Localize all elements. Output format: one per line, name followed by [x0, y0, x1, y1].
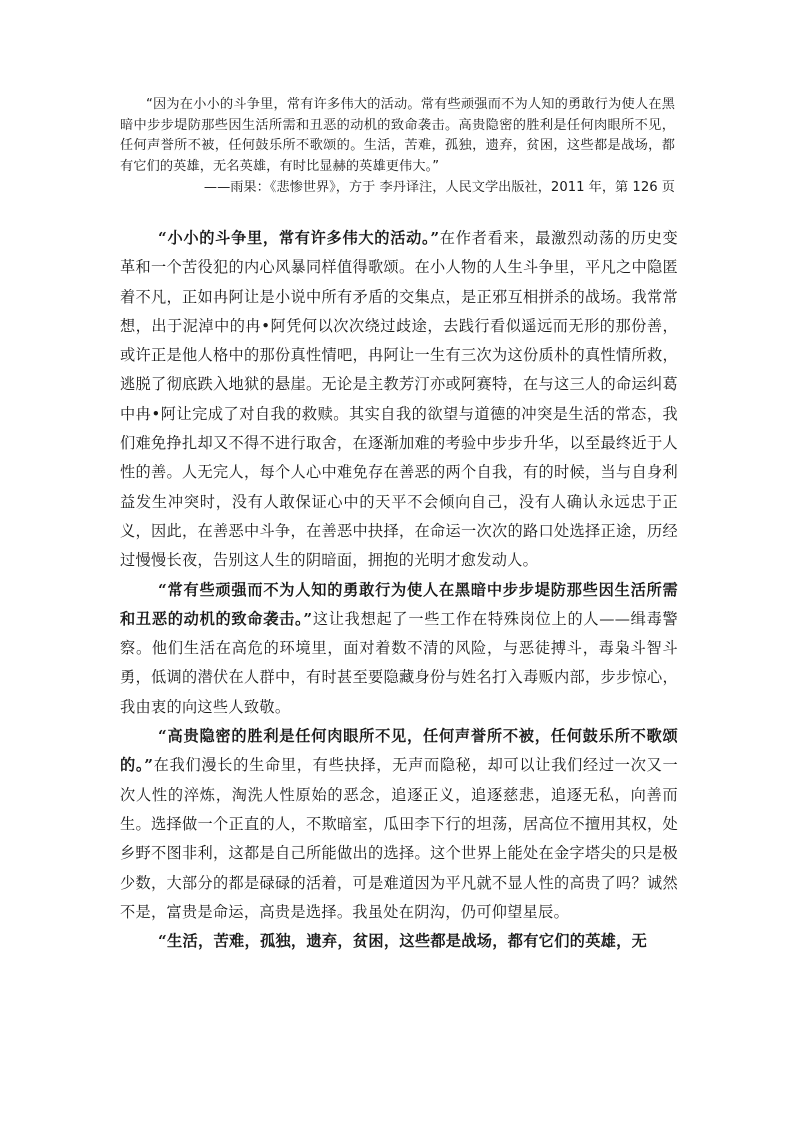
epigraph-quote: “因为在小小的斗争里，常有许多伟大的活动。常有些顽强而不为人知的勇敢行为使人在黑暗中步步堤防那些因生活所需和丑恶的动机的致命袭击。高贵隐密的胜利是任何肉眼所不见，任何声誉所不被，任何鼓乐所不歌颂的。生活，苦难，孤独，遗弃，贫困，这些都是战场，都有它们的英雄，无名英雄，有时比显赫的英雄更伟大。” — [120, 97, 675, 174]
paragraph — [120, 722, 678, 927]
paragraph-quote: “高贵隐密的胜利是任何肉眼所不见，任何声誉所不被，任何鼓乐所不歌颂的。” — [120, 727, 678, 775]
paragraph — [120, 224, 678, 576]
paragraph-text: 这让我想起了一些工作在特殊岗位上的人——缉毒警察。他们生活在高危的环境里，面对着数不清的风险，与恶徒搏斗，毒枭斗智斗勇，低调的潜伏在人群中，有时甚至要隐藏身份与姓名打入毒贩内部，步步惊心，我由衷的向这些人致敬。 — [120, 609, 678, 716]
paragraph-text: 在我们漫长的生命里，有些抉择，无声而隐秘，却可以让我们经过一次又一次人性的淬炼，淘洗人性原始的恶念，追逐正义，追逐慈悲，追逐无私，向善而生。选择做一个正直的人，不欺暗室，瓜田李下行的坦荡，居高位不擅用其权，处乡野不图非利，这都是自己所能做出的选择。这个世界上能处在金字塔尖的只是极少数，大部分的都是碌碌的活着，可是难道因为平凡就不显人性的高贵了吗？诚然不是，富贵是命运，高贵是选择。我虽处在阴沟，仍可仰望星辰。 — [120, 756, 678, 921]
paragraph-text: 在作者看来，最激烈动荡的历史变革和一个苦役犯的内心风暴同样值得歌颂。在小人物的人生斗争里，平凡之中隐匿着不凡，正如冉阿让是小说中所有矛盾的交集点，是正邪互相拼杀的战场。我常常想，出于泥淖中的冉•阿凭何以次次绕过歧途，去践行看似遥远而无形的那份善，或许正是他人格中的那份真性情吧，冉阿让一生有三次为这份质朴的真性情所救，逃脱了彻底跌入地狱的悬崖。无论是主教芳汀亦或阿赛特，在与这三人的命运纠葛中冉•阿让完成了对自我的救赎。其实自我的欲望与道德的冲突是生活的常态，我们难免挣扎却又不得不进行取舍，在逐渐加难的考验中步步升华，以至最终近于人性的善。人无完人，每个人心中难免存在善恶的两个自我，有的时候，当与自身利益发生冲突时，没有人敢保证心中的天平不会倾向自己，没有人确认永远忠于正义，因此，在善恶中斗争，在善恶中抉择，在命运一次次的路口处选择正途，历经过慢慢长夜，告别这人生的阴暗面，拥抱的光明才愈发动人。 — [120, 229, 678, 570]
essay-body — [120, 224, 678, 956]
paragraph-quote: “生活，苦难，孤独，遗弃，贫困，这些都是战场，都有它们的英雄，无 — [158, 932, 648, 951]
epigraph-source: ——雨果：《悲惨世界》，方于 李丹译注，人民文学出版社，2011 年，第 126 页 — [203, 180, 675, 195]
paragraph — [120, 576, 678, 722]
paragraph-quote: “小小的斗争里，常有许多伟大的活动。” — [158, 229, 440, 247]
paragraph — [120, 927, 678, 956]
paragraph-quote: “常有些顽强而不为人知的勇敢行为使人在黑暗中步步堤防那些因生活所需和丑恶的动机的致命袭击。” — [120, 580, 678, 628]
